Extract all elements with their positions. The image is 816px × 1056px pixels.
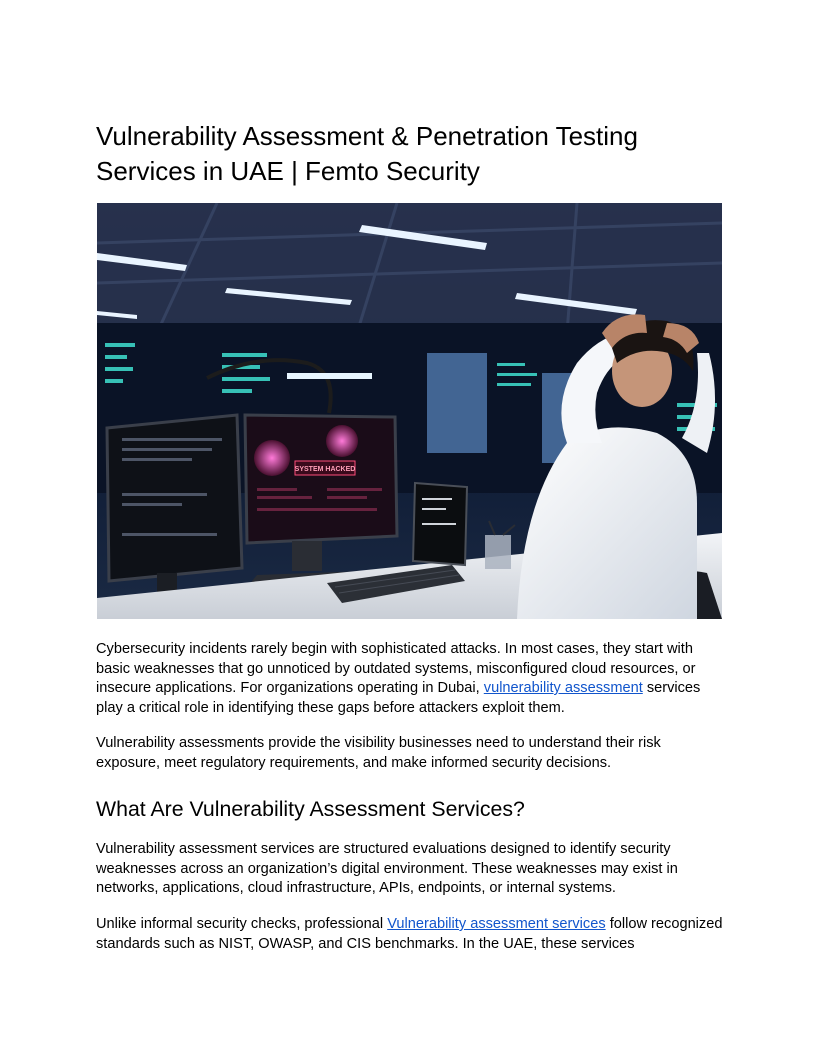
vulnerability-assessment-services-link[interactable]: Vulnerability assessment services [387, 916, 606, 932]
intro-paragraph [96, 640, 726, 718]
system-hacked-text: SYSTEM HACKED [294, 466, 356, 473]
intro-text-after: services play a critical role in identifying these gaps before attackers exploit them. [96, 680, 701, 716]
standards-text-after: follow recognized standards such as NIST, OWASP, and CIS benchmarks. In the UAE, these services [96, 916, 723, 952]
section-heading: What Are Vulnerability Assessment Services? [96, 797, 525, 821]
intro-text-before: Cybersecurity incidents rarely begin with sophisticated attacks. In most cases, they start with basic weaknesses that go unnoticed by outdated systems, misconfigured cloud resources, or insecure applications. For organizations operating in Dubai, [96, 641, 696, 696]
definition-paragraph: Vulnerability assessment services are structured evaluations designed to identify security weaknesses across an organization’s digital environment. These weaknesses may exist in networks, applications, cloud infrastructure, APIs, endpoints, or internal systems. [96, 841, 678, 896]
standards-text-before: Unlike informal security checks, professional [96, 916, 388, 932]
visibility-paragraph: Vulnerability assessments provide the visibility businesses need to understand their risk exposure, meet regulatory requirements, and make informed security decisions. [96, 735, 661, 771]
vulnerability-assessment-link[interactable]: vulnerability assessment [483, 680, 643, 696]
hero-image [97, 203, 722, 619]
page-title: Vulnerability Assessment & Penetration Testing Services in UAE | Femto Security [96, 121, 638, 186]
standards-paragraph [96, 915, 726, 954]
